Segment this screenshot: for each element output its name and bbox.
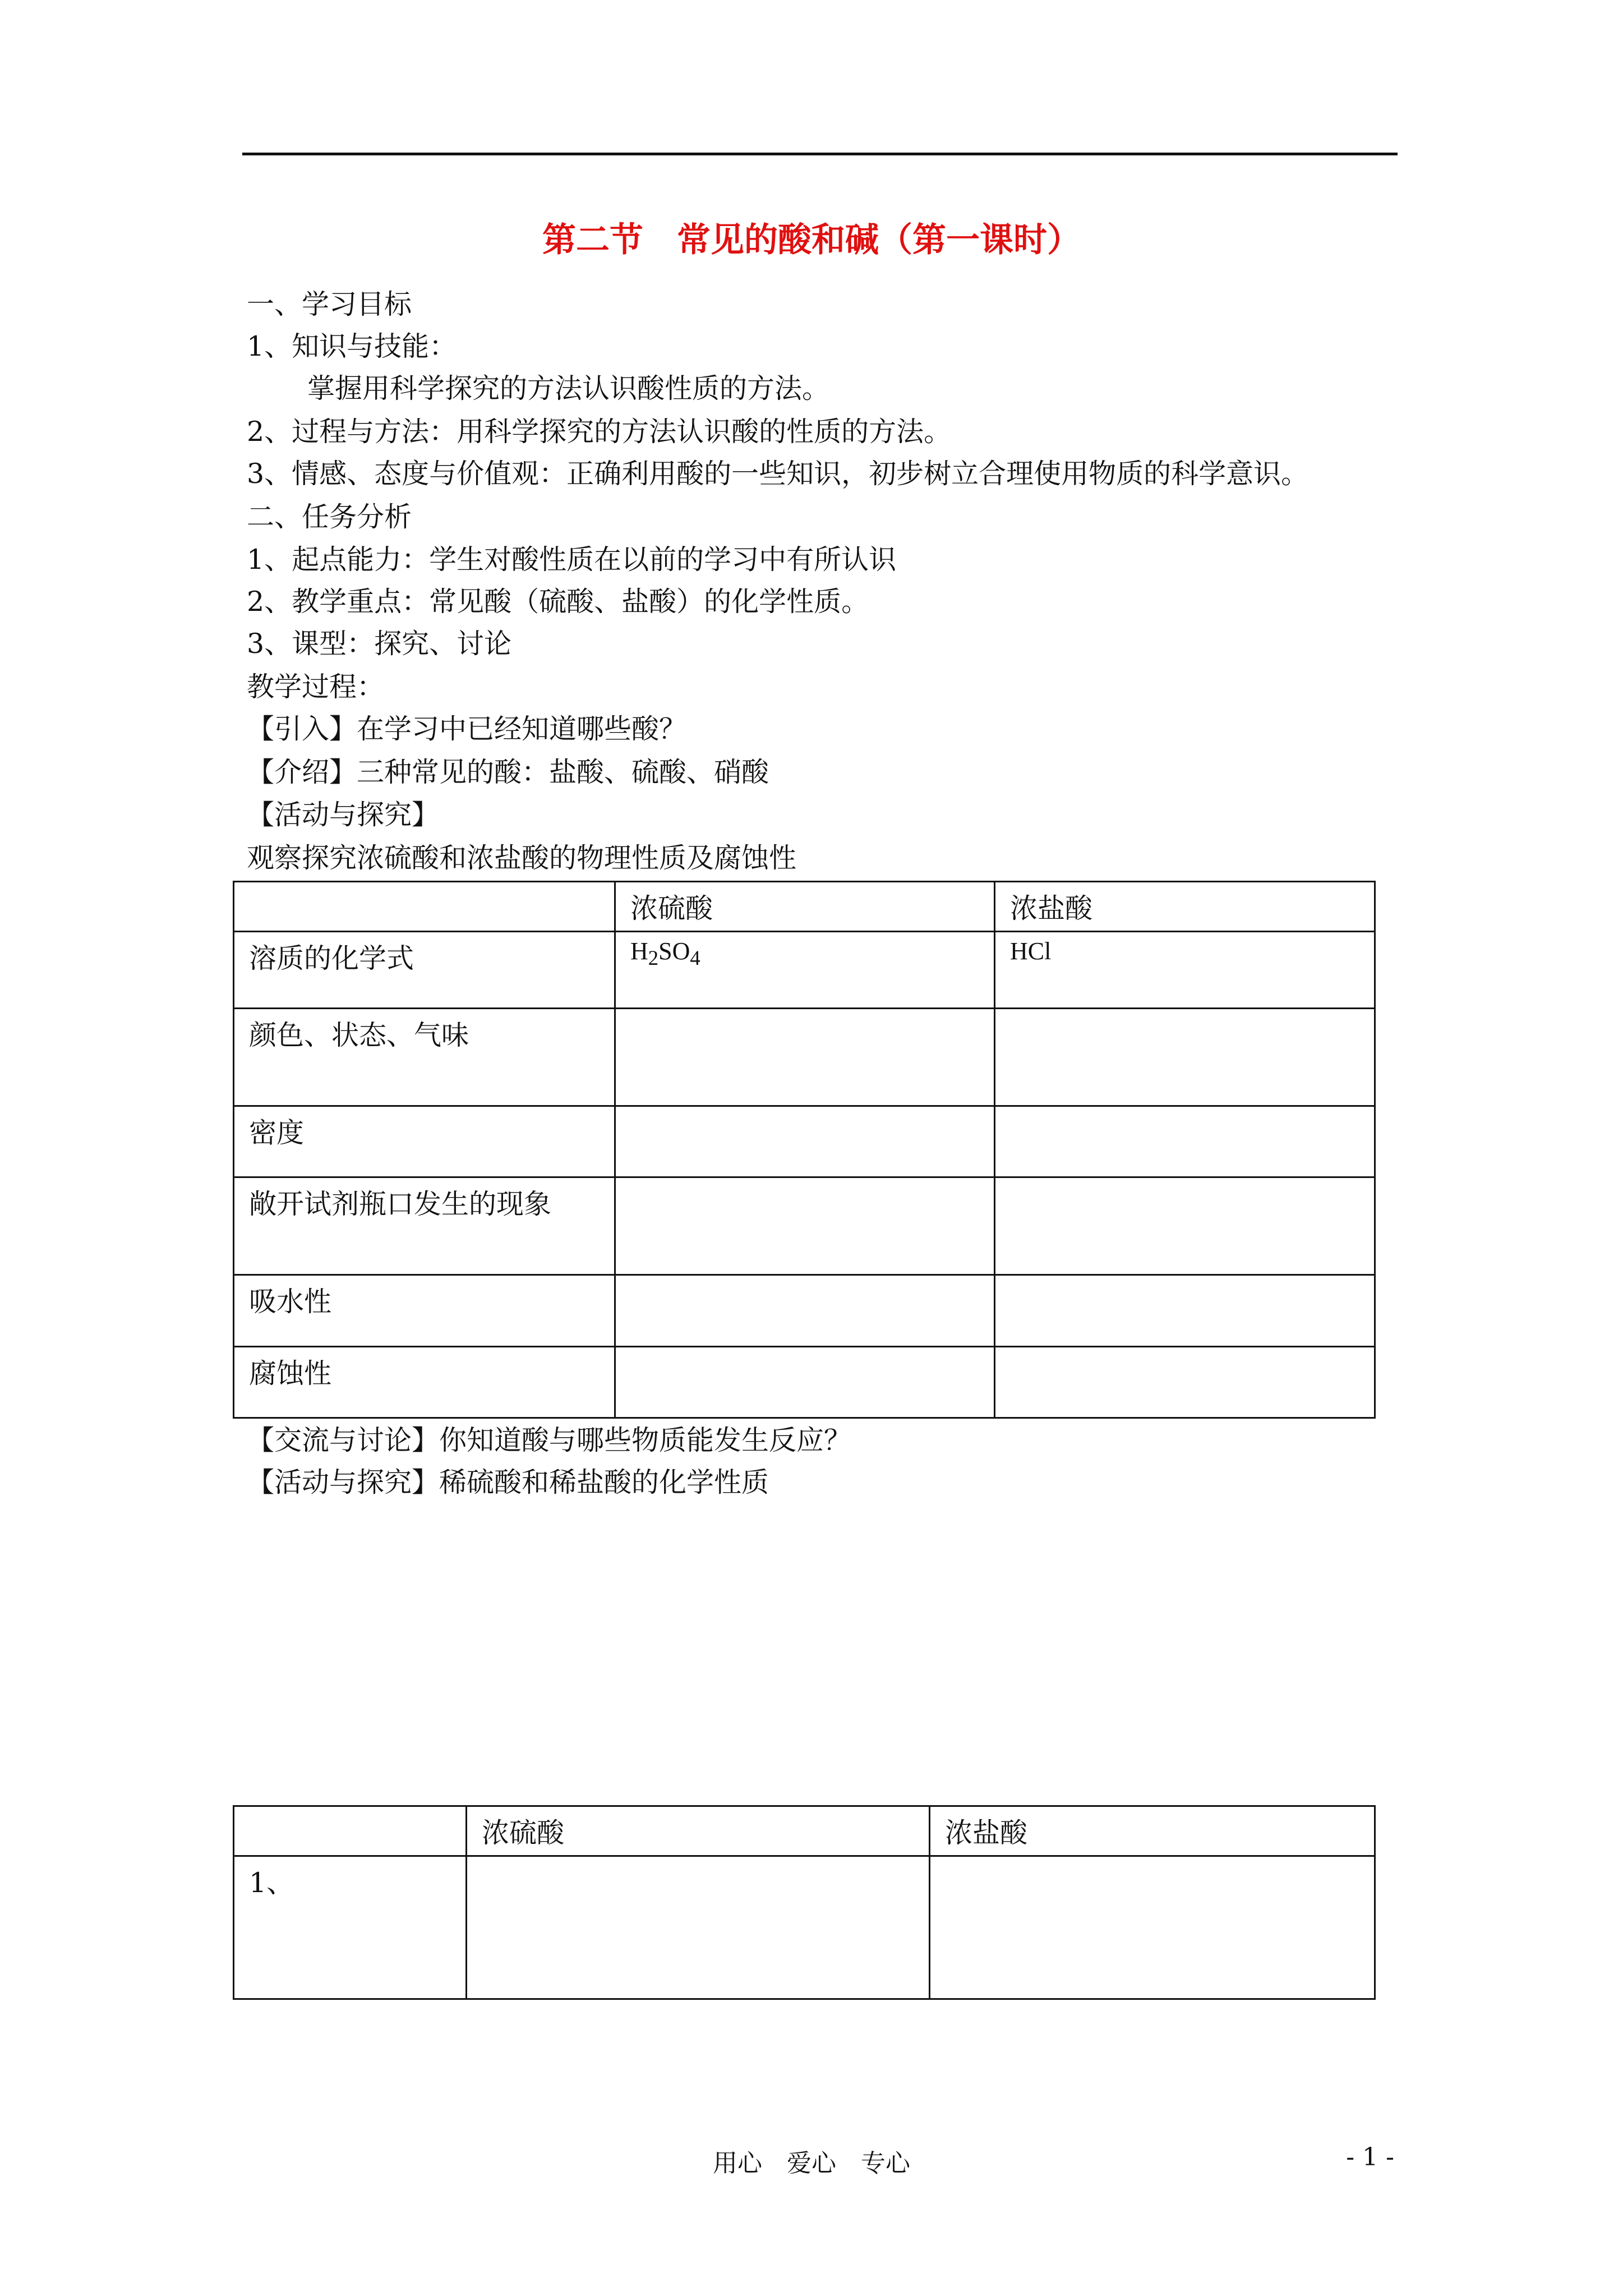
task-lesson-type: 3、课型：探究、讨论: [247, 628, 512, 660]
table-cell: [615, 1106, 995, 1177]
physical-properties-table: [233, 881, 1376, 1419]
section-heading-tasks: 二、任务分析: [247, 501, 412, 533]
task-starting-ability: 1、起点能力：学生对酸性质在以前的学习中有所认识: [247, 544, 897, 576]
table-cell: [930, 1856, 1375, 1999]
activity-heading: 【活动与探究】: [247, 799, 440, 831]
table-cell: [995, 1347, 1375, 1418]
table-row: [234, 1856, 1375, 1999]
discussion-line: 【交流与讨论】你知道酸与哪些物质能发生反应？: [247, 1424, 852, 1456]
page-title: 第二节 常见的酸和碱（第一课时）: [542, 220, 1081, 260]
row-label: 颜色、状态、气味: [234, 1009, 615, 1106]
formula-part: H: [630, 937, 648, 965]
table-row: [234, 1009, 1375, 1106]
row-label: 溶质的化学式: [234, 932, 615, 1009]
chemical-properties-table: [233, 1805, 1376, 2000]
page-number: - 1 -: [1346, 2143, 1394, 2171]
table-header-cell: [234, 882, 615, 932]
table-header-cell: 浓盐酸: [995, 882, 1375, 932]
table-cell: [995, 1106, 1375, 1177]
task-key-points: 2、教学重点：常见酸（硫酸、盐酸）的化学性质。: [247, 586, 869, 618]
table-cell: [467, 1856, 930, 1999]
objective-process-text: 2、过程与方法：用科学探究的方法认识酸的性质的方法。: [247, 416, 952, 448]
table-row: [234, 1177, 1375, 1275]
table-cell: [995, 1009, 1375, 1106]
footer-motto: 用心 爱心 专心: [713, 2149, 910, 2178]
formula-cell: HCl: [995, 932, 1375, 1009]
objective-knowledge-label: 1、知识与技能：: [247, 330, 457, 362]
row-label: 1、: [234, 1856, 467, 1999]
introduce-line: 【介绍】三种常见的酸：盐酸、硫酸、硝酸: [247, 756, 769, 788]
row-label: 敞开试剂瓶口发生的现象: [234, 1177, 615, 1275]
table-cell: [995, 1275, 1375, 1347]
formula-part: SO: [658, 937, 690, 965]
table-header-row: [234, 1806, 1375, 1856]
table-cell: [615, 1177, 995, 1275]
formula-subscript: 4: [690, 946, 700, 969]
table-row: [234, 932, 1375, 1009]
table-row: [234, 1347, 1375, 1418]
table-header-cell: 浓硫酸: [467, 1806, 930, 1856]
table-cell: [615, 1275, 995, 1347]
objective-knowledge-text: 掌握用科学探究的方法认识酸性质的方法。: [307, 372, 830, 404]
row-label: 吸水性: [234, 1275, 615, 1347]
observation-caption: 观察探究浓硫酸和浓盐酸的物理性质及腐蚀性: [247, 842, 797, 874]
table-header-cell: 浓盐酸: [930, 1806, 1375, 1856]
objective-attitude-text: 3、情感、态度与价值观：正确利用酸的一些知识，初步树立合理使用物质的科学意识。: [247, 458, 1309, 490]
formula-subscript: 2: [648, 946, 659, 969]
row-label: 腐蚀性: [234, 1347, 615, 1418]
table-header-cell: 浓硫酸: [615, 882, 995, 932]
intro-line: 【引入】在学习中已经知道哪些酸？: [247, 713, 687, 745]
table-cell: [615, 1347, 995, 1418]
table-row: [234, 1275, 1375, 1347]
section-heading-objectives: 一、学习目标: [247, 288, 412, 320]
table-header-row: [234, 882, 1375, 932]
table-row: [234, 1106, 1375, 1177]
formula-cell: [615, 932, 995, 1009]
header-rule: [242, 153, 1398, 155]
teaching-process-label: 教学过程：: [247, 671, 385, 703]
table-cell: [995, 1177, 1375, 1275]
table-cell: [615, 1009, 995, 1106]
table-header-cell: [234, 1806, 467, 1856]
row-label: 密度: [234, 1106, 615, 1177]
chemical-activity-heading: 【活动与探究】稀硫酸和稀盐酸的化学性质: [247, 1466, 769, 1498]
